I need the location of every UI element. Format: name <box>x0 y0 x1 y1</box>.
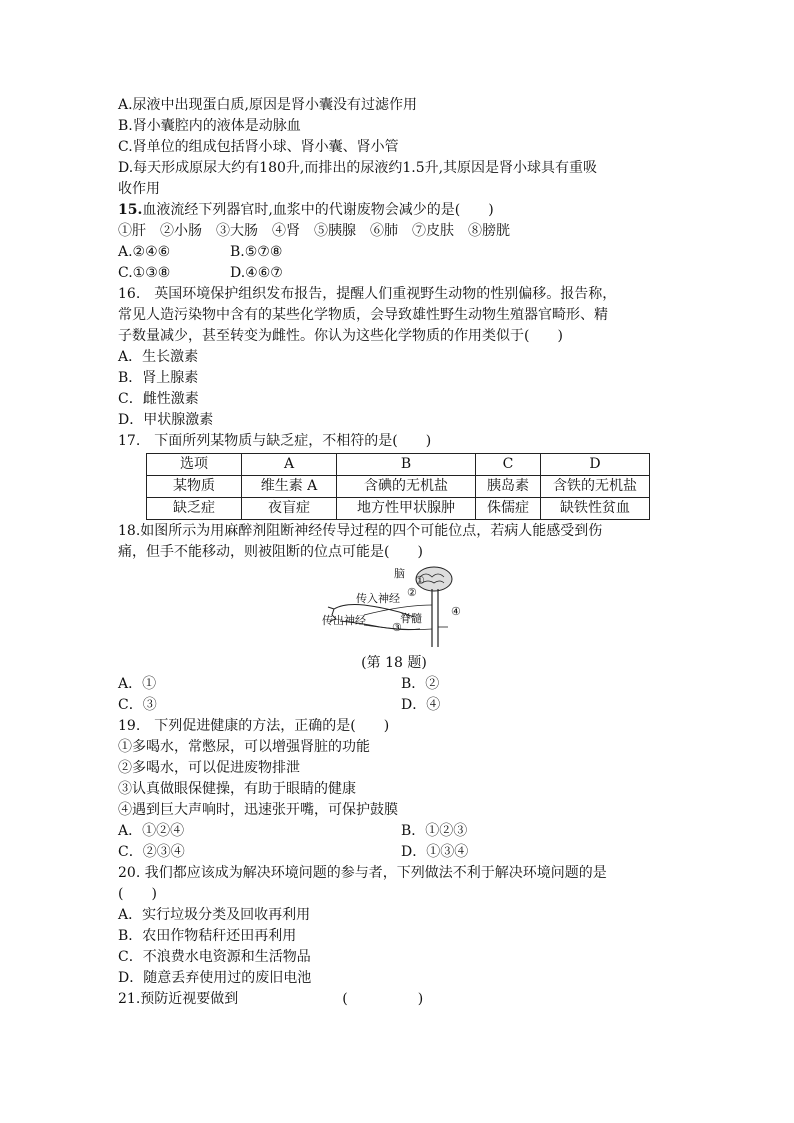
q18-option-b: B．② <box>401 676 440 692</box>
table-cell: A <box>242 454 337 476</box>
table-cell: C <box>476 454 541 476</box>
q14-option-a: A.尿液中出现蛋白质,原因是肾小囊没有过滤作用 <box>118 97 418 113</box>
q15-number: 15. <box>118 202 143 218</box>
table-cell: 含铁的无机盐 <box>541 476 650 498</box>
label-point1: ① <box>415 574 425 587</box>
q16-option-c: C．雌性激素 <box>118 391 199 407</box>
q18-options-row2 <box>118 695 678 716</box>
q19-item-1: ①多喝水，常憋尿，可以增强肾脏的功能 <box>118 739 370 755</box>
q16-stem-line3: 子数量减少，甚至转变为雌性。你认为这些化学物质的作用类似于( ) <box>118 328 563 344</box>
q15-stem: 15.血液流经下列器官时,血浆中的代谢废物会减少的是( ) <box>118 202 494 218</box>
q18-figure <box>118 565 678 653</box>
q19-stem: 19. 下列促进健康的方法，正确的是( ) <box>118 718 390 734</box>
q17-table <box>146 453 650 520</box>
q15-options-row2 <box>118 263 678 284</box>
q16-option-d: D．甲状腺激素 <box>118 412 214 428</box>
q18-caption: (第 18 题) <box>361 655 427 671</box>
table-cell: 维生素 A <box>242 476 337 498</box>
q14-option-c: C.肾单位的组成包括肾小球、肾小囊、肾小管 <box>118 139 399 155</box>
q19-options-row1 <box>118 821 678 842</box>
label-point3: ③ <box>392 621 402 634</box>
q21-blank: ( ) <box>342 991 424 1007</box>
table-row <box>147 498 650 520</box>
exam-page <box>118 95 678 1010</box>
q19-option-d: D．①③④ <box>401 844 469 860</box>
table-cell: 夜盲症 <box>242 498 337 520</box>
q20-option-c: C．不浪费水电资源和生活物品 <box>118 949 311 965</box>
q19-item-2: ②多喝水，可以促进废物排泄 <box>118 760 300 776</box>
q18-option-c: C．③ <box>118 697 157 713</box>
q18-option-a: A．① <box>118 676 157 692</box>
q20-option-d: D．随意丢弃使用过的废旧电池 <box>118 970 312 986</box>
q19-option-c: C．②③④ <box>118 844 185 860</box>
q17-stem: 17. 下面所列某物质与缺乏症，不相符的是( ) <box>118 433 432 449</box>
q20-option-b: B．农田作物秸秆还田再利用 <box>118 928 297 944</box>
table-cell: 胰岛素 <box>476 476 541 498</box>
table-cell: B <box>337 454 476 476</box>
q20-stem-line2: ( ) <box>118 886 157 902</box>
q15-option-c: C.①③⑧ <box>118 265 171 281</box>
q20-option-a: A．实行垃圾分类及回收再利用 <box>118 907 311 923</box>
q14-option-b: B.肾小囊腔内的液体是动脉血 <box>118 118 301 134</box>
q16-stem-line1: 16. 英国环境保护组织发布报告，提醒人们重视野生动物的性别偏移。报告称， <box>118 286 617 302</box>
label-brain: 脑 <box>394 567 405 580</box>
q20-stem-line1: 20. 我们都应该成为解决环境问题的参与者，下列做法不利于解决环境问题的是 <box>118 865 607 881</box>
q19-option-a: A．①②④ <box>118 823 185 839</box>
q19-options-row2 <box>118 842 678 863</box>
table-cell: 缺乏症 <box>147 498 242 520</box>
q15-options-row1 <box>118 242 678 263</box>
q14-option-d-cont: 收作用 <box>118 181 160 197</box>
label-spinal: 脊髓 <box>400 612 422 625</box>
q19-item-4: ④遇到巨大声响时，迅速张开嘴，可保护鼓膜 <box>118 802 398 818</box>
table-cell: 地方性甲状腺肿 <box>337 498 476 520</box>
q15-organs: ①肝 ②小肠 ③大肠 ④肾 ⑤胰腺 ⑥肺 ⑦皮肤 ⑧膀胱 <box>118 223 510 239</box>
label-afferent: 传入神经 <box>356 592 400 605</box>
label-efferent: 传出神经 <box>322 614 366 627</box>
q15-option-b: B.⑤⑦⑧ <box>230 244 283 260</box>
table-cell: 某物质 <box>147 476 242 498</box>
spinal-cord-shape <box>432 589 438 647</box>
label-point2: ② <box>407 586 417 599</box>
q14-option-d: D.每天形成原尿大约有180升,而排出的尿液约1.5升,其原因是肾小球具有重吸 <box>118 160 598 176</box>
q18-stem-line2: 痛，但手不能移动，则被阻断的位点可能是( ) <box>118 544 423 560</box>
table-cell: 缺铁性贫血 <box>541 498 650 520</box>
q15-option-d: D.④⑥⑦ <box>230 265 283 281</box>
q19-option-b: B．①②③ <box>401 823 468 839</box>
table-cell: 侏儒症 <box>476 498 541 520</box>
q18-options-row1 <box>118 674 678 695</box>
table-cell: 选项 <box>147 454 242 476</box>
q15-option-a: A.②④⑥ <box>118 244 171 260</box>
q21-stem: 21.预防近视要做到 ( ) <box>118 991 424 1007</box>
q18-option-d: D．④ <box>401 697 441 713</box>
q16-stem-line2: 常见人造污染物中含有的某些化学物质，会导致雄性野生动物生殖器官畸形、精 <box>118 307 608 323</box>
q16-option-a: A．生长激素 <box>118 349 199 365</box>
q18-stem-line1: 18.如图所示为用麻醉剂阻断神经传导过程的四个可能位点，若病人能感受到伤 <box>118 523 603 539</box>
q16-option-b: B．肾上腺素 <box>118 370 199 386</box>
label-point4: ④ <box>451 605 461 618</box>
table-cell: D <box>541 454 650 476</box>
q19-item-3: ③认真做眼保健操，有助于眼睛的健康 <box>118 781 356 797</box>
table-row <box>147 454 650 476</box>
table-cell: 含碘的无机盐 <box>337 476 476 498</box>
table-row <box>147 476 650 498</box>
